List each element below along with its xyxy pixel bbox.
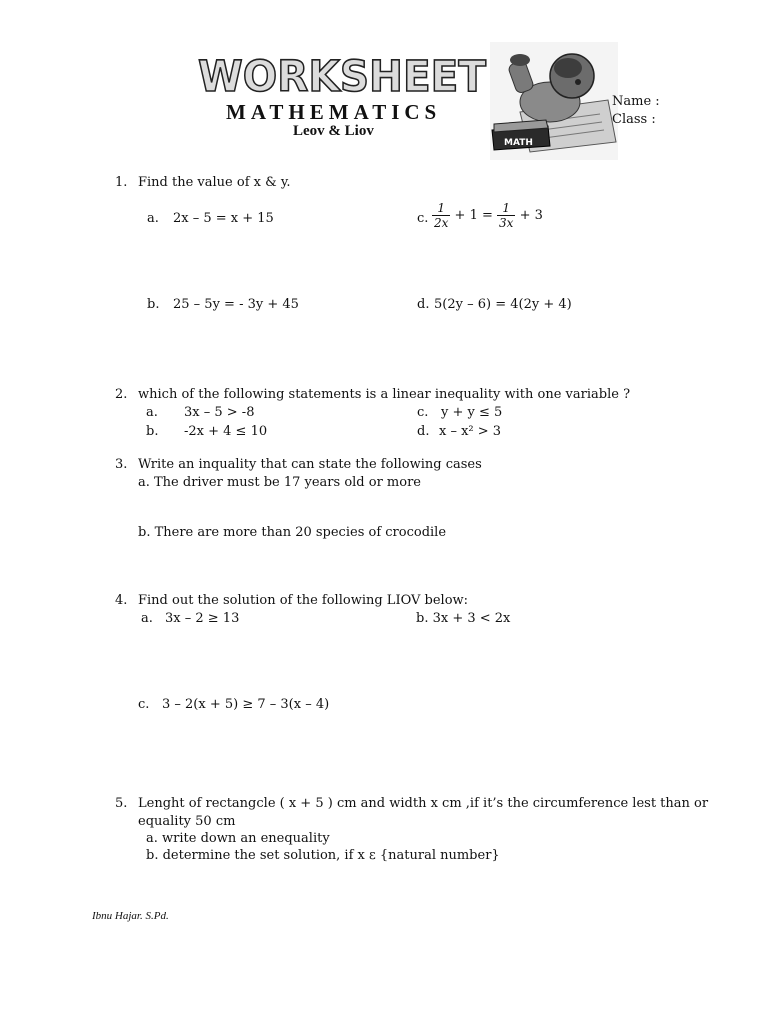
q1-c-equation — [432, 201, 543, 230]
class-label: Class : — [612, 112, 656, 127]
q2-a-option: 3x – 5 > -8 — [184, 405, 255, 420]
q5-text-line2: equality 50 cm — [138, 814, 236, 829]
q5-text-line1: Lenght of rectangcle ( x + 5 ) cm and width x cm ,if it’s the circumference lest than or — [138, 796, 709, 811]
q4-c-label: c. — [138, 697, 150, 712]
q5-number: 5. — [115, 796, 128, 811]
q4-c-inequality: 3 – 2(x + 5) ≥ 7 – 3(x – 4) — [162, 697, 330, 712]
math-student-clipart — [490, 42, 618, 160]
worksheet-title-text: WORKSHEET — [198, 52, 487, 98]
q5-a-task: a. write down an enequality — [146, 831, 330, 846]
q2-c-option: y + y ≤ 5 — [441, 405, 503, 420]
q4-a-inequality: 3x – 2 ≥ 13 — [165, 611, 240, 626]
q2-d-label: d. — [417, 424, 430, 439]
subject-heading: MATHEMATICS — [226, 100, 442, 124]
q4-a-label: a. — [141, 611, 153, 626]
q1-c-numerator-1: 1 — [432, 201, 450, 216]
q1-c-denominator-1: 2x — [434, 216, 449, 230]
q3-text: Write an inquality that can state the following cases — [138, 457, 482, 472]
q2-text: which of the following statements is a linear inequality with one variable ? — [138, 387, 631, 402]
q2-number: 2. — [115, 387, 128, 402]
q1-b-equation: 25 – 5y = - 3y + 45 — [173, 297, 299, 312]
q1-c-fraction-1 — [432, 201, 450, 230]
q3-number: 3. — [115, 457, 128, 472]
q2-b-label: b. — [146, 424, 159, 439]
q1-d-equation: 5(2y – 6) = 4(2y + 4) — [434, 297, 572, 312]
q1-a-equation: 2x – 5 = x + 15 — [173, 211, 274, 226]
q1-a-label: a. — [147, 211, 159, 226]
q2-c-label: c. — [417, 405, 429, 420]
topic-heading: Leov & Liov — [293, 123, 374, 139]
q1-text: Find the value of x & y. — [138, 175, 291, 190]
q3-a-case: a. The driver must be 17 years old or more — [138, 475, 421, 490]
q1-number: 1. — [115, 175, 128, 190]
worksheet-title — [196, 50, 491, 98]
q1-c-middle: + 1 = — [454, 208, 493, 223]
author-credit: Ibnu Hajar. S.Pd. — [92, 910, 169, 922]
q4-number: 4. — [115, 593, 128, 608]
q2-b-option: -2x + 4 ≤ 10 — [184, 424, 268, 439]
q1-b-label: b. — [147, 297, 160, 312]
q2-d-option: x – x² > 3 — [439, 424, 502, 439]
q1-c-denominator-2: 3x — [499, 216, 514, 230]
q1-c-label: c. — [417, 211, 429, 226]
q4-text: Find out the solution of the following LIOV below: — [138, 593, 469, 608]
q5-b-task: b. determine the set solution, if x ε {natural number} — [146, 848, 500, 863]
q3-b-case: b. There are more than 20 species of crocodile — [138, 525, 447, 540]
q1-c-numerator-2: 1 — [497, 201, 515, 216]
name-label: Name : — [612, 94, 660, 109]
q1-c-end: + 3 — [519, 208, 543, 223]
q2-a-label: a. — [146, 405, 158, 420]
q1-d-label: d. — [417, 297, 430, 312]
clipart-book-label: MATH — [504, 138, 533, 148]
q4-b-inequality: b. 3x + 3 < 2x — [416, 611, 511, 626]
q1-c-fraction-2 — [497, 201, 515, 230]
